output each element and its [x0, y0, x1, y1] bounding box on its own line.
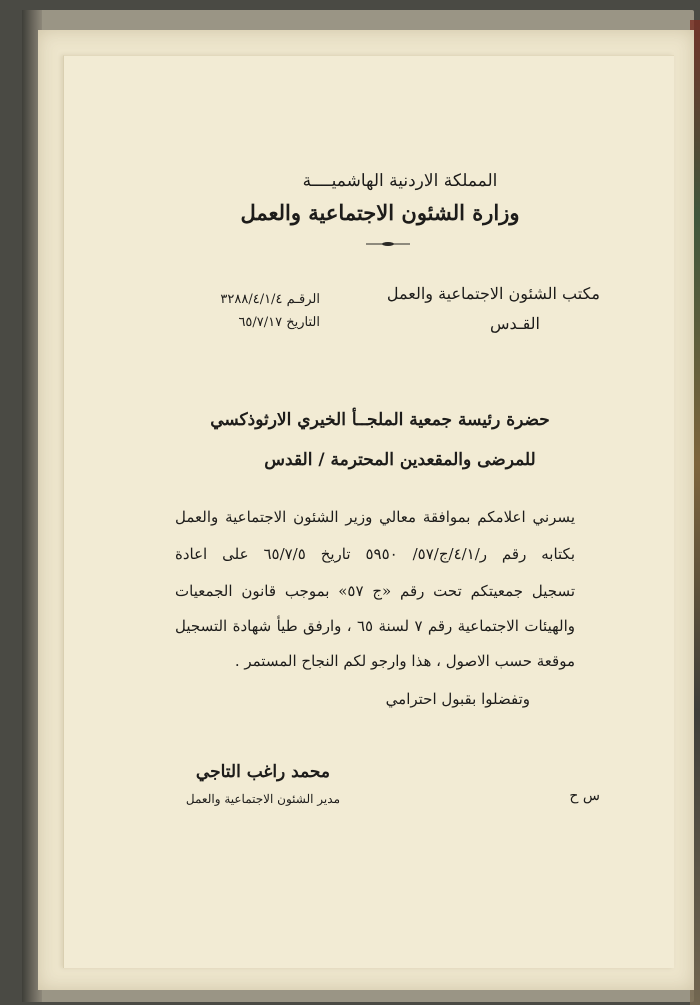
letterhead-kingdom: المملكة الاردنية الهاشميــــة [302, 171, 498, 191]
body-line: والهيئات الاجتماعية رقم ٧ لسنة ٦٥ ، وارفق طيأ شهادة التسجيل [175, 617, 576, 635]
body-line: يسرني اعلامكم بموافقة معالي وزير الشئون الاجتماعية والعمل [175, 508, 575, 526]
reference-number: الرقـم ٣٢٨٨/٤/١/٤ [220, 292, 320, 307]
typist-initials: س ح [569, 788, 600, 804]
addressee-line-1: حضرة رئيسة جمعية الملجــأ الخيري الارثوذكسي [210, 410, 550, 430]
office-name: مكتب الشئون الاجتماعية والعمل [386, 284, 600, 303]
addressee-line-2: للمرضى والمقعدين المحترمة / القدس [264, 450, 536, 470]
divider-ornament-icon [366, 241, 410, 247]
body-line: تسجيل جمعيتكم تحت رقم «ج ٥٧» بموجب قانون الجمعيات [175, 582, 575, 600]
reference-date: التاريخ ٦٥/٧/١٧ [238, 315, 320, 330]
body-line: موقعة حسب الاصول ، هذا وارجو لكم النجاح المستمر . [234, 652, 575, 670]
letterhead-ministry: وزارة الشئون الاجتماعية والعمل [240, 200, 520, 225]
signatory-title: مدير الشئون الاجتماعية والعمل [185, 792, 340, 806]
body-line: بكتابه رقم ر/٤/١/ج/٥٧/ ٥٩٥٠ تاريخ ٦٥/٧/٥ على اعادة [175, 545, 575, 563]
office-city: القـدس [489, 314, 540, 333]
closing-phrase: وتفضلوا بقبول احترامي [385, 690, 530, 708]
signatory-name: محمد راغب التاجي [195, 762, 330, 782]
